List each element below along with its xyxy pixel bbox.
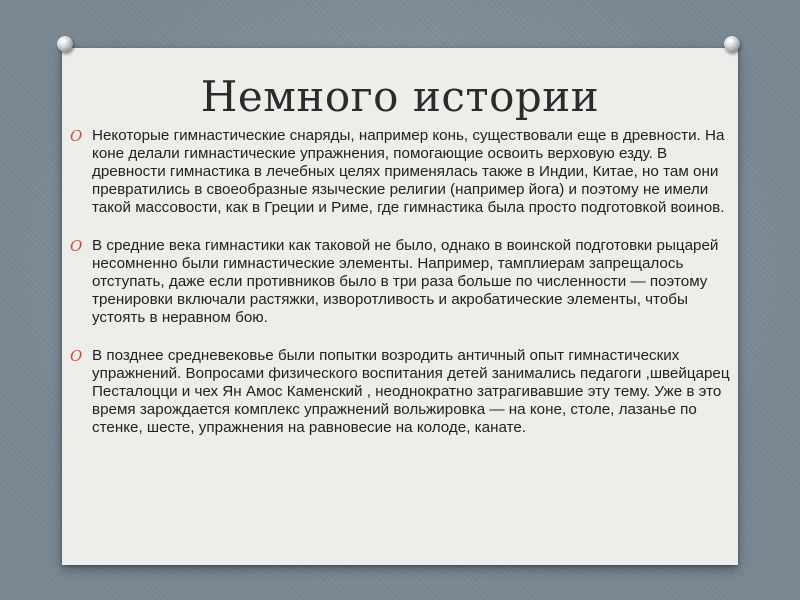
bullet-marker-icon: O (70, 127, 83, 145)
bullet-text-2: В средние века гимнастики как таковой не было, однако в воинской подготовки рыцарей несомненно были гимнастические элементы. Например, тамплиерам запрещалось отступать, даже если противников было в три раза больше по численности — поэтому тренировки включали растяжки, изворотливость и акробатические элементы, чтобы устоять в неравном бою. (92, 237, 719, 326)
bullet-item-1 (70, 127, 735, 217)
bullet-marker-icon: O (70, 347, 83, 365)
bullet-marker-icon: O (70, 237, 83, 255)
pushpin-left-icon (57, 36, 73, 52)
bullet-list (70, 127, 735, 457)
bullet-item-2 (70, 237, 735, 327)
pushpin-right-icon (724, 36, 740, 52)
slide-title: Немного истории (200, 72, 600, 121)
bullet-text-1: Некоторые гимнастические снаряды, например конь, существовали еще в древности. На коне делали гимнастические упражнения, помогающие освоить верховую езду. В древности гимнастика в лечебных целях применялась также в Индии, Китае, но там они превратились в своеобразные языческие религии (например йога) и поэтому не имели такой массовости, как в Греции и Риме, где гимнастика была просто подготовкой воинов. (92, 127, 725, 216)
bullet-item-3 (70, 347, 735, 437)
bullet-text-3: В позднее средневековье были попытки возродить античный опыт гимнастических упражнений. Вопросами физического воспитания детей занимались педагоги ,швейцарец Песталоцци и чех Ян Амос Каменский , неоднократно затрагивавшие эту тему. Уже в это время зарождается комплекс упражнений вольжировка — на коне, столе, лазанье по стенке, шесте, упражнения на равновесие на колоде, канате. (92, 347, 730, 436)
